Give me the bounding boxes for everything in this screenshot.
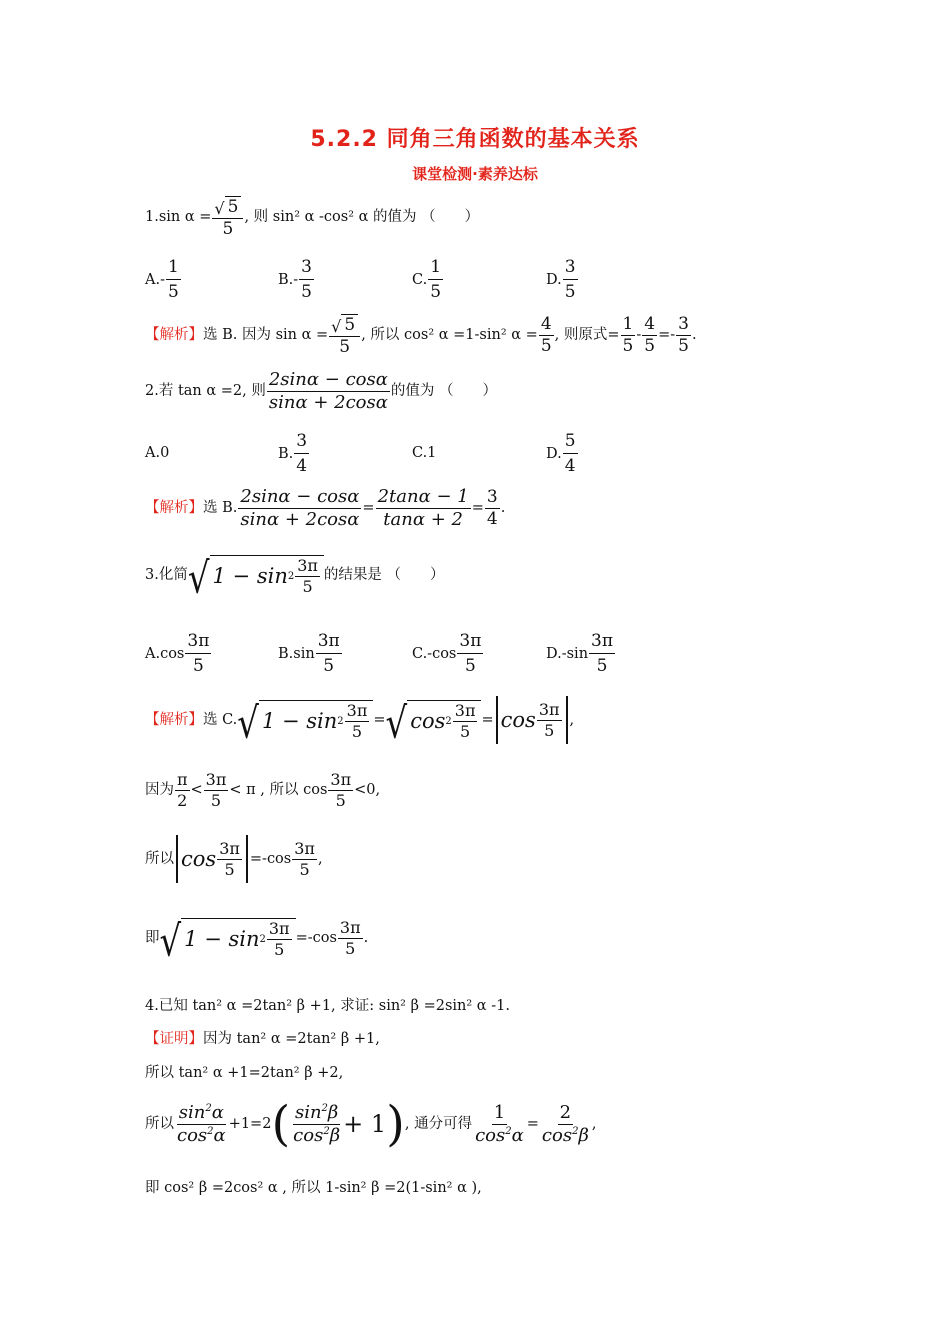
q1-analysis: 【解析】 选 B. 因为 sin α = √ 5 5 , 所以 cos² α =1-sin² α = $\frac{4}{5}$ , 则原式= $\frac{1}{5}$ - $\frac{4}{5}$ =- $\frac{3}{5}$ . [145,313,697,357]
q4-proof-line-2: 所以 tan² α +1=2tan² β +2, [145,1065,344,1081]
q4-proof-line-3: 所以 $\frac{\sin^2\alpha}{\cos^2\alpha}$ +1=2 ( $\frac{\sin^2\beta}{\cos^2\beta}$ + 1 ) , 通分可得 $\frac{1}{\cos^2\alpha}$ = $\frac{2}{\cos^2\beta}$ , [145,1096,597,1152]
q2-option-d: D. $\frac{5}{4}$ [546,431,576,476]
q2-option-c: C.1 [412,445,437,461]
page-title: 5.2.2 同角三角函数的基本关系 [310,127,640,152]
page-subtitle: 课堂检测·素养达标 [412,165,538,183]
question-1 [145,196,479,238]
q1-option-d: D. $\frac{3}{5}$ [546,257,576,302]
q3-line-4: 即 √ 1 − sin 2 $\frac{3\pi}{5}$ =-cos $\frac{3\pi}{5}$ . [145,917,369,968]
q3-option-b: B.sin $\frac{3\pi}{5}$ [278,631,340,676]
q2-option-a: A.0 [145,445,170,461]
question-3: 3.化简 √ 1 − sin 2 $\frac{3\pi}{5}$ 的结果是 （ ） [145,554,445,605]
analysis-tag: 【解析】 [145,326,203,343]
q3-analysis: 【解析】 选 C. √ 1 − sin 2 $\frac{3\pi}{5}$ = √ cos 2 $\frac{3\pi}{5}$ = cos $\frac{3\pi}{5}$ , [145,696,574,744]
q1-option-c: C. $\frac{1}{5}$ [412,257,442,302]
q3-option-a: A.cos $\frac{3\pi}{5}$ [145,631,210,676]
q3-option-c: C.-cos $\frac{3\pi}{5}$ [412,631,482,676]
q2-analysis: 【解析】 选 B. $\frac{2\sin\alpha - \cos\alpha}{\sin\alpha + 2\cos\alpha}$ = $\frac{2\tan\alpha - 1}{\tan\alpha + 2}$ = $\frac{3}{4}$ . [145,486,506,530]
question-2: 2.若 tan α =2, 则 $\frac{2\sin\alpha - \cos\alpha}{\sin\alpha + 2\cos\alpha}$ 的值为 （ ） [145,369,497,413]
q1-option-b: B.- $\frac{3}{5}$ [278,257,312,302]
q4-proof-line-4: 即 cos² β =2cos² α , 所以 1-sin² β =2(1-sin² α ), [145,1180,482,1196]
q1-suffix: , 则 sin² α -cos² α 的值为 （ ） [244,208,480,225]
q3-line-2: 因为 $\frac{\pi}{2}$ < $\frac{3\pi}{5}$ < π , 所以 cos $\frac{3\pi}{5}$ <0, [145,770,381,810]
question-4: 4.已知 tan² α =2tan² β +1, 求证: sin² β =2sin² α -1. [145,998,510,1014]
q4-proof-line-1: 【证明】 因为 tan² α =2tan² β +1, [145,1031,380,1047]
q3-option-d: D.-sin $\frac{3\pi}{5}$ [546,631,614,676]
q2-option-b: B. $\frac{3}{4}$ [278,431,308,476]
q1-prefix: 1.sin α = [145,208,212,225]
q1-option-a: A.- $\frac{1}{5}$ [145,257,179,302]
q1-fraction: √ 5 5 [212,196,243,238]
q3-line-3: 所以 cos $\frac{3\pi}{5}$ =-cos $\frac{3\pi}{5}$ , [145,835,323,883]
